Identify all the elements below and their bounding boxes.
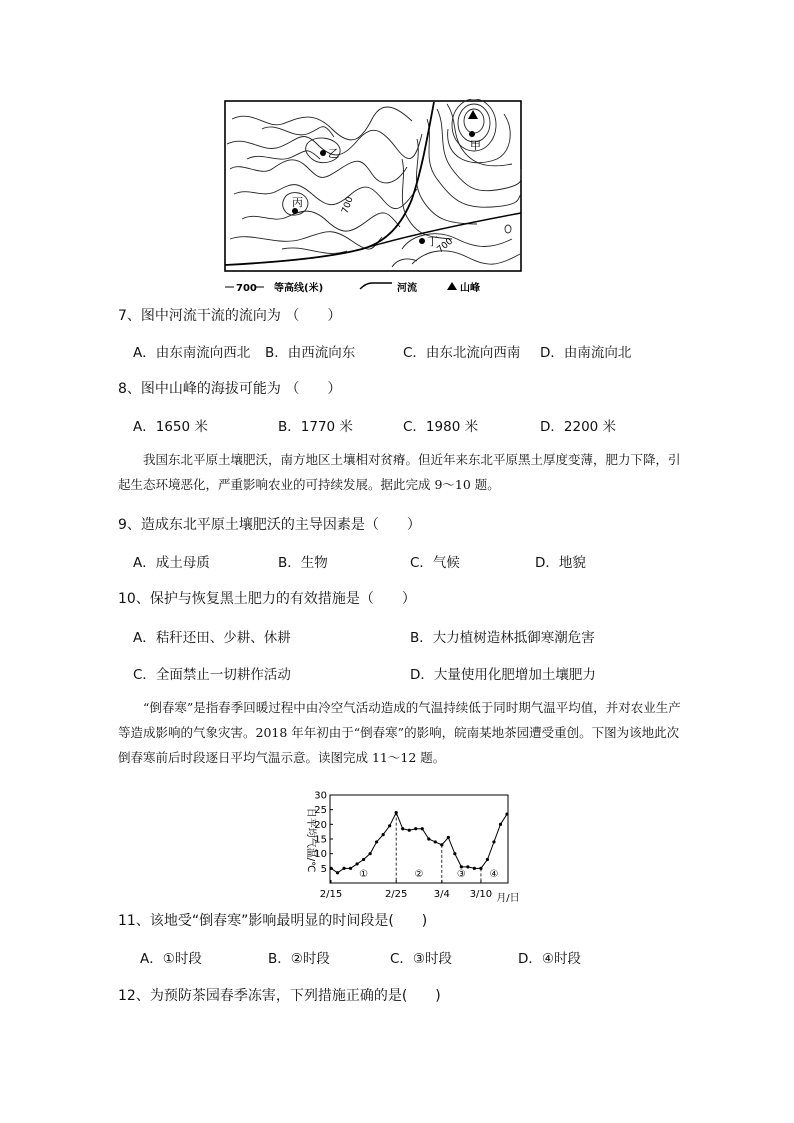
temperature-point (453, 852, 456, 855)
x-tick-label: 2/15 (319, 889, 343, 900)
temperature-point (492, 840, 495, 843)
period-label: ② (414, 869, 424, 880)
temperature-point (440, 843, 443, 846)
temperature-point (408, 829, 411, 832)
y-tick-label: 20 (314, 819, 327, 831)
q10-option-c[interactable]: C．全面禁止一切耕作活动 (133, 667, 291, 683)
q9-option-d[interactable]: D．地貌 (535, 555, 586, 571)
temperature-point (395, 811, 398, 814)
temperature-point (447, 836, 450, 839)
temperature-point (434, 840, 437, 843)
legend-river: 河流 (397, 283, 417, 294)
temperature-line-chart (296, 790, 528, 904)
temperature-point (382, 833, 385, 836)
y-tick-label: 15 (314, 834, 327, 846)
temperature-point (421, 827, 424, 830)
legend-contour-value: 700 (236, 283, 257, 294)
question-11-stem: 11、该地受“倒春寒”影响最明显的时间段是( ) (118, 913, 428, 929)
y-axis-label: 日平均气温/℃ (305, 807, 316, 873)
question-9-stem: 9、造成东北平原土壤肥沃的主导因素是（ ） (118, 517, 421, 533)
y-tick-label: 25 (314, 805, 327, 817)
peak-icon (447, 282, 457, 290)
reading-passage-1: 我国东北平原土壤肥沃，南方地区土壤相对贫瘠。但近年来东北平原黑土厚度变薄，肥力下降，引起生态环境恶化，严重影响农业的可持续发展。据此完成 9～10 题。 (118, 452, 681, 492)
y-tick-label: 10 (314, 849, 327, 861)
temperature-point (505, 812, 508, 815)
temperature-point (336, 871, 339, 874)
temperature-point (486, 858, 489, 861)
temperature-point (349, 867, 352, 870)
contour-label-700a: 700 (340, 195, 356, 216)
q8-option-b[interactable]: B．1770 米 (278, 419, 353, 435)
map-label-ding: 丁 (427, 235, 438, 248)
question-10-stem: 10、保护与恢复黑土肥力的有效措施是（ ） (118, 591, 416, 607)
map-label-bing: 丙 (292, 196, 303, 209)
temperature-point (473, 867, 476, 870)
reading-passage-2: “倒春寒”是指春季回暖过程中由冷空气活动造成的气温持续低于同时期气温平均值，并对农业生产等造成影响的气象灾害。2018 年年初由于“倒春寒”的影响，皖南某地茶园遭受重创。下图为该地此次倒春寒前后时段逐日平均气温示意。读图完成 11～12 题。 (118, 700, 681, 765)
period-label: ③ (456, 869, 466, 880)
q11-option-a[interactable]: A．①时段 (140, 951, 202, 967)
y-tick-label: 30 (314, 790, 327, 802)
temperature-point (355, 862, 358, 865)
q11-option-b[interactable]: B．②时段 (268, 951, 330, 967)
x-tick-label: 2/25 (384, 889, 408, 900)
temperature-point (362, 858, 365, 861)
x-tick-label: 3/4 (433, 889, 450, 900)
temperature-point (342, 867, 345, 870)
q9-option-c[interactable]: C．气候 (410, 555, 460, 571)
q9-option-a[interactable]: A．成土母质 (133, 555, 210, 571)
contour-map (222, 99, 524, 295)
q10-option-a[interactable]: A．秸秆还田、少耕、休耕 (133, 630, 291, 646)
q7-option-d[interactable]: D．由南流向北 (540, 345, 632, 361)
q11-option-c[interactable]: C．③时段 (390, 951, 453, 967)
temperature-point (499, 823, 502, 826)
period-label: ① (359, 869, 369, 880)
q9-option-b[interactable]: B．生物 (278, 555, 328, 571)
temperature-point (375, 840, 378, 843)
q7-option-c[interactable]: C．由东北流向西南 (403, 345, 521, 361)
contour-label-700b: 700 (435, 236, 456, 256)
q10-option-b[interactable]: B．大力植树造林抵御寒潮危害 (410, 630, 595, 646)
legend-contour: 等高线(米) (274, 283, 324, 294)
temperature-point (369, 852, 372, 855)
temperature-point (329, 867, 332, 870)
temperature-point (401, 827, 404, 830)
temperature-point (388, 824, 391, 827)
q7-option-a[interactable]: A．由东南流向西北 (133, 345, 251, 361)
q11-option-d[interactable]: D．④时段 (518, 951, 581, 967)
legend-peak: 山峰 (460, 283, 480, 294)
question-12-stem: 12、为预防茶园春季冻害，下列措施正确的是( ) (118, 988, 441, 1004)
q8-option-d[interactable]: D．2200 米 (540, 419, 617, 435)
x-tick-label: 3/10 (469, 889, 493, 900)
question-7-stem: 7、图中河流干流的流向为 （ ） (118, 308, 342, 324)
q8-option-a[interactable]: A．1650 米 (133, 419, 208, 435)
q8-option-c[interactable]: C．1980 米 (403, 419, 479, 435)
map-label-yi: 乙 (328, 147, 339, 160)
temperature-point (460, 865, 463, 868)
x-axis-label: 月/日 (496, 893, 520, 904)
y-tick-label: 5 (320, 863, 327, 875)
map-legend (225, 281, 480, 294)
q7-option-b[interactable]: B．由西流向东 (265, 345, 356, 361)
period-label: ④ (489, 869, 499, 880)
temperature-point (414, 827, 417, 830)
temperature-point (466, 865, 469, 868)
q10-option-d[interactable]: D．大量使用化肥增加土壤肥力 (410, 667, 596, 683)
map-label-jia: 甲 (470, 139, 481, 152)
temperature-point (479, 867, 482, 870)
temperature-point (427, 837, 430, 840)
question-8-stem: 8、图中山峰的海拔可能为 （ ） (118, 381, 342, 397)
